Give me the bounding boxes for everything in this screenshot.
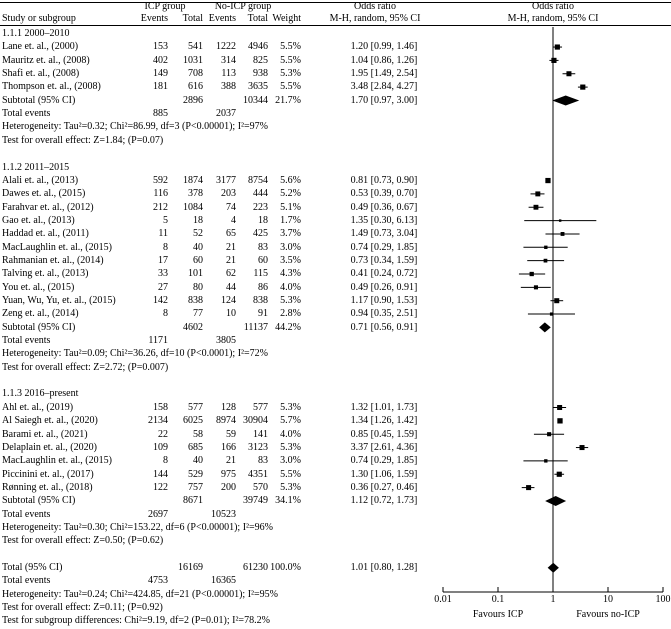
header-total-icp: Total — [182, 13, 203, 24]
weight-value: 5.3% — [280, 481, 301, 493]
total-no-icp: 11137 — [243, 321, 268, 333]
total-no-icp: 39749 — [243, 495, 268, 507]
total-no-icp: 3635 — [248, 81, 268, 93]
total-icp: 1084 — [183, 201, 203, 213]
events-no-icp: 16365 — [211, 575, 236, 587]
events-icp: 592 — [153, 174, 168, 186]
effect-square — [580, 85, 585, 90]
events-no-icp: 388 — [221, 81, 236, 93]
total-icp: 8671 — [183, 495, 203, 507]
events-icp: 33 — [158, 268, 168, 280]
study-name: Rønning et. al., (2018) — [2, 481, 93, 493]
events-no-icp: 65 — [226, 228, 236, 240]
or-ci-text: 0.74 [0.29, 1.85] — [350, 241, 418, 253]
events-icp: 144 — [153, 468, 168, 480]
header-no-icp-group: No-ICP group — [214, 1, 272, 12]
total-icp: 541 — [188, 41, 203, 53]
total-icp: 838 — [188, 295, 203, 306]
total-no-icp: 10344 — [243, 94, 268, 106]
axis-tick-label: 1 — [550, 594, 556, 605]
or-ci-text: 0.53 [0.39, 0.70] — [350, 188, 418, 200]
effect-square — [545, 178, 550, 183]
weight-value: 4.0% — [280, 428, 301, 440]
effect-square — [555, 44, 560, 49]
note-text: Test for overall effect: Z=0.11; (P=0.92) — [2, 602, 163, 614]
weight-value: 3.7% — [280, 228, 301, 240]
note-text: Test for subgroup differences: Chi²=9.19, df=2 (P=0.01); I²=78.2% — [2, 615, 270, 627]
axis-tick-label: 0.1 — [491, 594, 505, 605]
total-icp: 577 — [188, 401, 203, 413]
weight-value: 3.5% — [280, 254, 301, 266]
total-icp: 708 — [188, 68, 203, 80]
total-icp: 80 — [193, 281, 203, 293]
weight-value: 2.8% — [280, 308, 301, 320]
study-name: Barami et. al., (2021) — [2, 428, 88, 440]
study-name: Zeng et. al., (2014) — [2, 308, 79, 320]
weight-value: 3.0% — [280, 455, 301, 467]
or-ci-text: 1.20 [0.99, 1.46] — [350, 41, 418, 53]
study-name: Rahmanian et. al., (2014) — [2, 254, 104, 266]
events-icp: 158 — [153, 401, 168, 413]
weight-value: 5.7% — [280, 415, 301, 427]
axis-tick-label: 10 — [603, 594, 613, 605]
total-icp: 378 — [188, 188, 203, 200]
total-no-icp: 30904 — [243, 415, 268, 427]
study-name: Mauritz et. al., (2008) — [2, 54, 90, 66]
events-no-icp: 166 — [221, 441, 236, 453]
events-icp: 17 — [158, 254, 168, 266]
total-icp: 40 — [193, 241, 203, 253]
effect-square — [526, 485, 531, 490]
or-ci-text: 1.04 [0.86, 1.26] — [350, 54, 418, 66]
events-no-icp: 21 — [226, 455, 236, 467]
events-icp: 11 — [158, 228, 168, 240]
weight-value: 44.2% — [275, 321, 301, 333]
events-no-icp: 10523 — [211, 508, 236, 520]
events-no-icp: 314 — [221, 54, 236, 66]
events-no-icp: 59 — [226, 428, 236, 440]
events-icp: 122 — [153, 481, 168, 493]
header-events-no-icp: Events — [208, 13, 236, 24]
effect-square — [557, 405, 562, 410]
total-no-icp: 91 — [258, 308, 268, 320]
events-no-icp: 113 — [221, 68, 236, 80]
summary-diamond — [539, 322, 551, 332]
weight-value: 21.7% — [275, 94, 301, 106]
events-icp: 109 — [153, 441, 168, 453]
or-ci-text: 0.36 [0.27, 0.46] — [350, 481, 418, 493]
or-ci-text: 0.41 [0.24, 0.72] — [350, 268, 418, 280]
events-icp: 149 — [153, 68, 168, 80]
or-ci-text: 1.70 [0.97, 3.00] — [350, 94, 418, 106]
study-name: Ahl et. al., (2019) — [2, 401, 74, 413]
study-name: Dawes et. al., (2015) — [2, 188, 86, 200]
weight-value: 5.5% — [280, 81, 301, 93]
total-no-icp: 86 — [258, 281, 268, 293]
total-no-icp: 938 — [253, 68, 268, 80]
events-icp: 212 — [153, 201, 168, 213]
total-no-icp: 83 — [258, 241, 268, 253]
total-icp: 60 — [193, 254, 203, 266]
total-icp: 18 — [193, 214, 203, 226]
total-icp: 1031 — [183, 54, 203, 66]
events-no-icp: 4 — [231, 214, 236, 226]
total-icp: 685 — [188, 441, 203, 453]
summary-label: Subtotal (95% CI) — [2, 321, 76, 333]
header-study-col: Study or subgroup — [2, 13, 76, 24]
note-text: Heterogeneity: Tau²=0.09; Chi²=36.26, df=10 (P<0.0001); I²=72% — [2, 348, 268, 360]
events-no-icp: 3805 — [216, 335, 236, 347]
events-no-icp: 74 — [226, 201, 236, 213]
events-icp: 402 — [153, 54, 168, 66]
total-no-icp: 8754 — [248, 174, 268, 186]
events-icp: 8 — [163, 455, 168, 467]
total-no-icp: 18 — [258, 214, 268, 226]
summary-diamond — [545, 496, 566, 506]
weight-value: 5.3% — [280, 441, 301, 453]
total-icp: 529 — [188, 468, 203, 480]
total-no-icp: 115 — [253, 268, 268, 280]
study-name: Talving et. al., (2013) — [2, 268, 89, 280]
header-odds-ratio-plot: Odds ratio — [532, 1, 574, 12]
weight-value: 5.5% — [280, 41, 301, 53]
effect-square — [544, 259, 548, 263]
summary-diamond — [552, 95, 579, 105]
total-icp: 6025 — [183, 415, 203, 427]
note-text: Test for overall effect: Z=0.50; (P=0.62) — [2, 535, 164, 547]
total-no-icp: 425 — [253, 228, 268, 240]
weight-value: 4.3% — [280, 268, 301, 280]
total-icp: 16169 — [178, 562, 203, 573]
header-odds-ratio-col: Odds ratio — [354, 1, 396, 12]
or-ci-text: 1.01 [0.80, 1.28] — [350, 562, 418, 573]
total-no-icp: 838 — [253, 295, 268, 306]
events-icp: 4753 — [148, 575, 168, 587]
study-name: Gao et. al., (2013) — [2, 214, 75, 226]
or-ci-text: 0.85 [0.45, 1.59] — [350, 428, 418, 440]
total-no-icp: 60 — [258, 254, 268, 266]
total-icp: 40 — [193, 455, 203, 467]
effect-square — [544, 459, 547, 462]
total-events-label: Total events — [2, 508, 51, 520]
study-name: Al Saiegh et. al., (2020) — [2, 415, 98, 427]
events-no-icp: 10 — [226, 308, 236, 320]
or-ci-text: 3.37 [2.61, 4.36] — [350, 441, 418, 453]
effect-square — [557, 472, 562, 477]
header-total-no-icp: Total — [247, 13, 268, 24]
subgroup-label: 1.1.3 2016–present — [2, 388, 79, 400]
header-mh-random-plot: M-H, random, 95% CI — [507, 13, 599, 24]
total-no-icp: 83 — [258, 455, 268, 467]
study-name: Thompson et. al., (2008) — [2, 81, 101, 93]
events-icp: 27 — [158, 281, 168, 293]
header-weight: Weight — [272, 13, 301, 24]
weight-value: 4.0% — [280, 281, 301, 293]
study-name: Shafi et. al., (2008) — [2, 68, 80, 80]
or-ci-text: 3.48 [2.84, 4.27] — [350, 81, 418, 93]
effect-square — [534, 205, 539, 210]
total-icp: 1874 — [183, 174, 203, 186]
effect-square — [557, 418, 562, 423]
weight-value: 1.7% — [280, 214, 301, 226]
or-ci-text: 0.81 [0.73, 0.90] — [350, 174, 418, 186]
events-icp: 153 — [153, 41, 168, 53]
events-no-icp: 3177 — [216, 174, 236, 186]
or-ci-text: 0.73 [0.34, 1.59] — [350, 254, 418, 266]
or-ci-text: 0.71 [0.56, 0.91] — [350, 321, 418, 333]
subgroup-label: 1.1.1 2000–2010 — [2, 28, 70, 39]
total-no-icp: 141 — [253, 428, 268, 440]
axis-tick-label: 100 — [655, 594, 671, 605]
effect-square — [534, 285, 538, 289]
summary-label: Subtotal (95% CI) — [2, 94, 76, 106]
total-icp: 4602 — [183, 321, 203, 333]
or-ci-text: 1.17 [0.90, 1.53] — [350, 295, 418, 306]
events-no-icp: 124 — [221, 295, 236, 306]
header-icp-group: ICP group — [144, 1, 186, 12]
effect-square — [561, 232, 565, 236]
axis-tick-label: 0.01 — [434, 594, 452, 605]
note-text: Heterogeneity: Tau²=0.24; Chi²=424.85, df=21 (P<0.00001); I²=95% — [2, 588, 278, 600]
events-icp: 885 — [153, 108, 168, 120]
header-mh-random-col: M-H, random, 95% CI — [329, 13, 421, 24]
weight-value: 34.1% — [275, 495, 301, 507]
weight-value: 5.3% — [280, 401, 301, 413]
weight-value: 5.5% — [280, 468, 301, 480]
effect-square — [580, 445, 585, 450]
events-no-icp: 62 — [226, 268, 236, 280]
events-no-icp: 1222 — [216, 41, 236, 53]
summary-label: Subtotal (95% CI) — [2, 495, 76, 507]
total-no-icp: 4351 — [248, 468, 268, 480]
or-ci-text: 1.12 [0.72, 1.73] — [350, 495, 418, 507]
study-name: Delaplain et. al., (2020) — [2, 441, 97, 453]
subgroup-label: 1.1.2 2011–2015 — [2, 161, 70, 173]
study-name: You et. al., (2015) — [2, 281, 75, 293]
summary-label: Total (95% CI) — [2, 562, 63, 573]
events-icp: 8 — [163, 308, 168, 320]
study-name: Alali et. al., (2013) — [2, 174, 79, 186]
weight-value: 5.3% — [280, 68, 301, 80]
effect-square — [551, 58, 556, 63]
total-events-label: Total events — [2, 575, 51, 587]
or-ci-text: 1.49 [0.73, 3.04] — [350, 228, 418, 240]
or-ci-text: 0.94 [0.35, 2.51] — [350, 308, 418, 320]
events-icp: 8 — [163, 241, 168, 253]
effect-square — [544, 246, 547, 249]
events-icp: 181 — [153, 81, 168, 93]
events-icp: 5 — [163, 214, 168, 226]
events-icp: 116 — [153, 188, 168, 200]
effect-square — [530, 272, 534, 276]
events-no-icp: 128 — [221, 401, 236, 413]
note-text: Heterogeneity: Tau²=0.30; Chi²=153.22, df=6 (P<0.00001); I²=96% — [2, 521, 273, 533]
study-name: Haddad et. al., (2011) — [2, 228, 89, 240]
weight-value: 5.2% — [280, 188, 301, 200]
header-events-icp: Events — [140, 13, 168, 24]
total-no-icp: 570 — [253, 481, 268, 493]
total-no-icp: 4946 — [248, 41, 268, 53]
events-no-icp: 200 — [221, 481, 236, 493]
total-icp: 77 — [193, 308, 203, 320]
total-no-icp: 223 — [253, 201, 268, 213]
or-ci-text: 1.34 [1.26, 1.42] — [350, 415, 418, 427]
events-icp: 1171 — [148, 335, 168, 347]
study-name: Yuan, Wu, Yu, et. al., (2015) — [2, 295, 116, 306]
effect-square — [535, 191, 540, 196]
events-no-icp: 203 — [221, 188, 236, 200]
axis-label-favours-icp: Favours ICP — [472, 609, 524, 620]
or-ci-text: 1.32 [1.01, 1.73] — [350, 401, 418, 413]
weight-value: 5.1% — [280, 201, 301, 213]
total-no-icp: 577 — [253, 401, 268, 413]
weight-value: 5.3% — [280, 295, 301, 306]
total-icp: 616 — [188, 81, 203, 93]
events-no-icp: 975 — [221, 468, 236, 480]
total-no-icp: 61230 — [243, 562, 268, 573]
total-no-icp: 444 — [253, 188, 268, 200]
events-no-icp: 44 — [226, 281, 236, 293]
weight-value: 5.6% — [280, 174, 301, 186]
total-events-label: Total events — [2, 108, 51, 120]
total-events-label: Total events — [2, 335, 51, 347]
or-ci-text: 1.95 [1.49, 2.54] — [350, 68, 418, 80]
summary-diamond — [548, 563, 559, 573]
effect-square — [566, 71, 571, 76]
effect-square — [554, 298, 559, 303]
events-no-icp: 21 — [226, 254, 236, 266]
events-no-icp: 21 — [226, 241, 236, 253]
note-text: Test for overall effect: Z=1.84; (P=0.07) — [2, 134, 164, 146]
weight-value: 5.5% — [280, 54, 301, 66]
events-icp: 142 — [153, 295, 168, 306]
study-name: Piccinini et. al., (2017) — [2, 468, 94, 480]
effect-square — [550, 312, 553, 315]
study-name: MacLaughlin et. al., (2015) — [2, 455, 112, 467]
axis-label-favours-no-icp: Favours no-ICP — [576, 609, 640, 620]
or-ci-text: 0.74 [0.29, 1.85] — [350, 455, 418, 467]
note-text: Test for overall effect: Z=2.72; (P=0.007) — [2, 361, 169, 373]
note-text: Heterogeneity: Tau²=0.32; Chi²=86.99, df=3 (P<0.00001); I²=97% — [2, 121, 268, 133]
events-no-icp: 8974 — [216, 415, 236, 427]
study-name: MacLaughlin et. al., (2015) — [2, 241, 112, 253]
total-icp: 101 — [188, 268, 203, 280]
weight-value: 3.0% — [280, 241, 301, 253]
events-icp: 22 — [158, 428, 168, 440]
events-no-icp: 2037 — [216, 108, 236, 120]
events-icp: 2134 — [148, 415, 168, 427]
or-ci-text: 0.49 [0.36, 0.67] — [350, 201, 418, 213]
weight-value: 100.0% — [270, 562, 301, 573]
or-ci-text: 0.49 [0.26, 0.91] — [350, 281, 418, 293]
total-icp: 52 — [193, 228, 203, 240]
total-no-icp: 3123 — [248, 441, 268, 453]
total-icp: 2896 — [183, 94, 203, 106]
total-icp: 58 — [193, 428, 203, 440]
or-ci-text: 1.30 [1.06, 1.59] — [350, 468, 418, 480]
events-icp: 2697 — [148, 508, 168, 520]
total-icp: 757 — [188, 481, 203, 493]
or-ci-text: 1.35 [0.30, 6.13] — [350, 214, 418, 226]
study-name: Lane et. al., (2000) — [2, 41, 79, 53]
effect-square — [559, 219, 561, 221]
total-no-icp: 825 — [253, 54, 268, 66]
effect-square — [547, 432, 551, 436]
study-name: Farahvar et. al., (2012) — [2, 201, 94, 213]
